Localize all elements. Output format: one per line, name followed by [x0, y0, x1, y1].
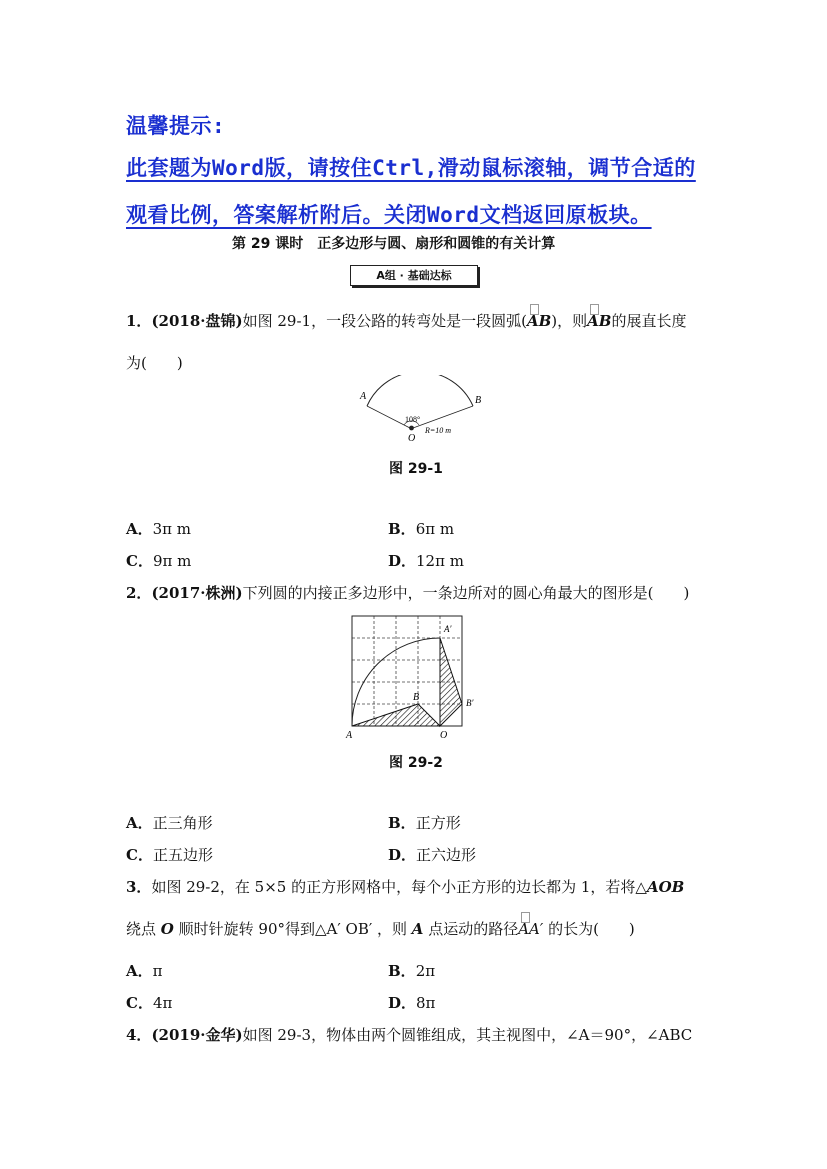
q3-option-b[interactable]: B．2π: [388, 962, 436, 980]
q1-arc-ab: AB: [526, 312, 552, 330]
q1-arc-ab-2: AB: [587, 312, 612, 330]
q3-option-c[interactable]: C．4π: [126, 994, 173, 1012]
q2-option-b[interactable]: B．正方形: [388, 814, 461, 832]
label-a: A: [360, 391, 367, 402]
q3-triangle-name: AOB: [646, 878, 685, 896]
q1-text-a: 如图 29-1，一段公路的转弯处是一段圆弧(: [242, 312, 527, 330]
question-1: [126, 310, 686, 331]
label-o: O: [440, 730, 448, 741]
figure-29-1-caption: 图 29-1: [389, 461, 443, 477]
q2-option-d[interactable]: D．正六边形: [388, 846, 477, 864]
question-4: [126, 1024, 692, 1045]
q3-arc: AA′: [518, 920, 544, 938]
q2-option-a[interactable]: A．正三角形: [126, 814, 213, 832]
q3-number: 3．: [126, 878, 152, 896]
q3-option-a[interactable]: A．π: [126, 962, 163, 980]
q4-source: (2019·金华): [151, 1026, 243, 1044]
tip-line-1[interactable]: 此套题为Word版，请按住Ctrl,滑动鼠标滚轴，调节合适的: [126, 156, 696, 180]
label-b-prime: B′: [466, 698, 474, 708]
figure-29-1: [355, 375, 485, 447]
q4-number: 4．: [126, 1026, 152, 1044]
q3-line-2: 绕点 O 顺时针旋转 90°得到△A′ OB′ ，则 A 点运动的路径AA′ 的长为( ): [126, 920, 635, 938]
figure-29-2: [343, 610, 488, 742]
q1-source: (2018·盘锦): [151, 312, 243, 330]
label-b: B: [475, 395, 482, 406]
q1-line-2: 为( ): [126, 354, 183, 372]
q4-text: 如图 29-3，物体由两个圆锥组成，其主视图中，∠A＝90°，∠ABC: [242, 1026, 693, 1044]
q1-option-c[interactable]: C．9π m: [126, 552, 192, 570]
tip-line-2[interactable]: 观看比例，答案解析附后。关闭Word文档返回原板块。: [126, 203, 652, 227]
radius-oa: [367, 406, 410, 428]
radius-ob: [413, 406, 473, 428]
road-arc: [367, 375, 473, 406]
center-point-o: [409, 426, 414, 431]
q1-option-b[interactable]: B．6π m: [388, 520, 455, 538]
label-a: A: [346, 730, 353, 741]
q1-option-a[interactable]: A．3π m: [126, 520, 192, 538]
q1-text-b: )，则: [551, 312, 588, 330]
q1-option-d[interactable]: D．12π m: [388, 552, 464, 570]
q2-option-c[interactable]: C．正五边形: [126, 846, 213, 864]
q2-number: 2．: [126, 584, 152, 602]
angle-label: 108°: [405, 415, 421, 424]
q1-number: 1．: [126, 312, 152, 330]
label-a-prime: A′: [444, 624, 452, 634]
q2-source: (2017·株洲): [151, 584, 243, 602]
q1-text-c: 的展直长度: [611, 312, 687, 330]
question-3: [126, 876, 684, 897]
figure-29-2-caption: 图 29-2: [389, 755, 443, 771]
label-o: O: [408, 433, 416, 444]
label-b: B: [413, 692, 420, 703]
lesson-title: 第 29 课时 正多边形与圆、扇形和圆锥的有关计算: [232, 236, 556, 252]
tip-title: 温馨提示:: [126, 114, 226, 138]
radius-label: R=10 m: [425, 426, 452, 435]
group-badge: A组 · 基础达标: [350, 265, 478, 286]
q2-text: 下列圆的内接正多边形中，一条边所对的圆心角最大的图形是( ): [242, 584, 690, 602]
question-2: [126, 582, 689, 603]
q3-option-d[interactable]: D．8π: [388, 994, 436, 1012]
q3-text-a: 如图 29-2，在 5×5 的正方形网格中，每个小正方形的边长都为 1，若将△: [151, 878, 647, 896]
